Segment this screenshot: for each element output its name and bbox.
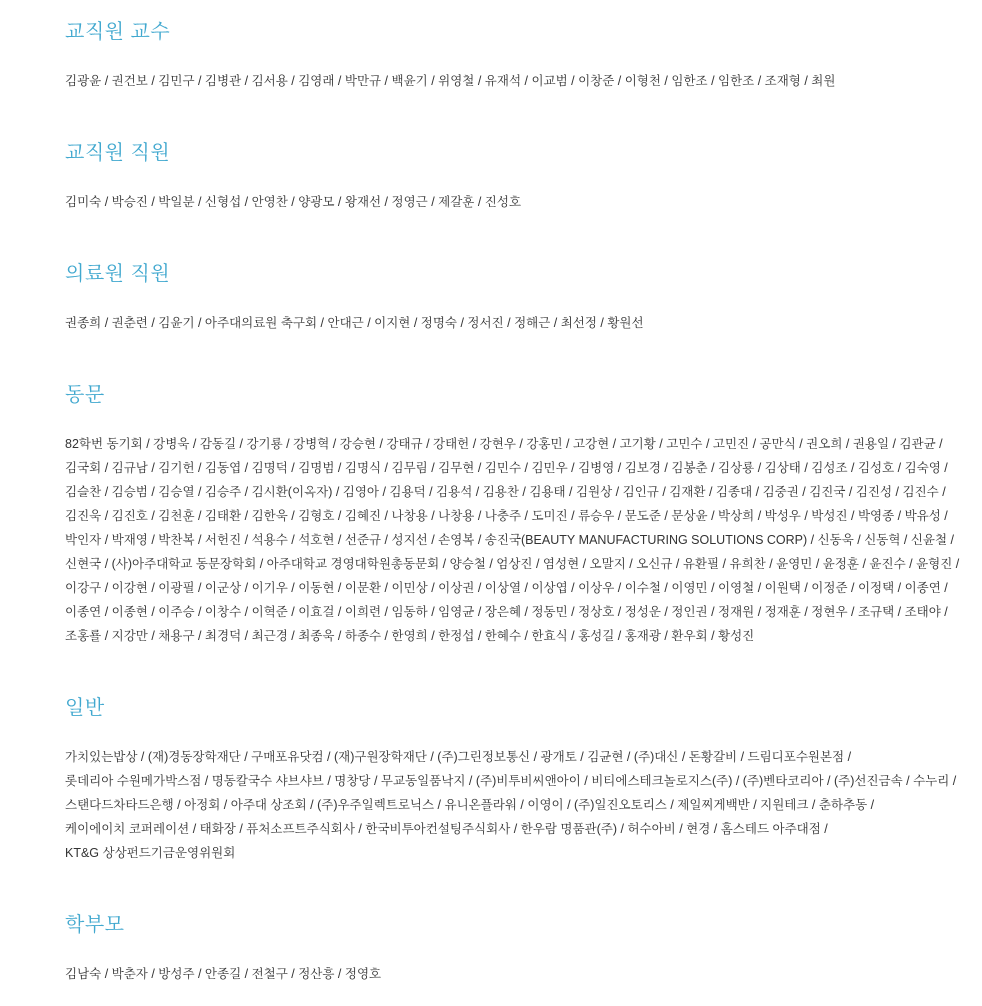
section-members: 김미숙 / 박승진 / 박일분 / 신형섭 / 안영찬 / 양광모 / 왕재선 / 정영근 / 제갈훈 / 진성호: [65, 195, 522, 209]
section-members: 김남숙 / 박춘자 / 방성주 / 안종길 / 전철구 / 정산흥 / 정영호: [65, 967, 382, 981]
section-medical-center-staff: [65, 262, 966, 335]
section-members: 김광윤 / 권건보 / 김민구 / 김병관 / 김서용 / 김영래 / 박만규 / 백윤기 / 위영철 / 유재석 / 이교범 / 이창준 / 이형천 / 임한조 / 임한조 / 조재형 / 최원: [65, 74, 836, 88]
section-faculty-staff: [65, 141, 966, 214]
section-members: 가치있는밥상 / (재)경동장학재단 / 구매포유닷컴 / (재)구원장학재단 / (주)그린정보통신 / 광개토 / 김균현 / (주)대신 / 돈황갈비 / 드림디포수원본점 / 롯데리아 수원메가박스점 / 명동칼국수 샤브샤브 / 명창당 / 무교동일품낙지 / (주)비투비씨앤아이 / 비티에스테크놀로지스(주) / (주)벤타코리아 / (주)선진금속 / 수누리 / 스탠다드차타드은행 / 아정회 / 아주대 상조회 / (주)우주일렉트로닉스 / 유니온플라워 / 이영이 / (주)일진오토리스 / 제일찌게백반 / 지원테크 / 춘하추동 / 케이에이치 코퍼레이션 / 태화장 / 퓨처소프트주식회사 / 한국비투아컨설팅주식회사 / 한우람 명품관(주) / 허수아비 / 현경 / 홈스테드 아주대점 / KT&G 상상펀드기금운영위원회: [65, 750, 957, 860]
section-faculty-professors: [65, 20, 966, 93]
section-title: 학부모: [65, 914, 125, 936]
section-title: 교직원 교수: [65, 21, 171, 43]
section-parents: [65, 913, 966, 986]
section-title: 동문: [65, 384, 105, 406]
section-members: 권종희 / 권춘련 / 김윤기 / 아주대의료원 축구회 / 안대근 / 이지현 / 정명숙 / 정서진 / 정해근 / 최선정 / 황원선: [65, 316, 644, 330]
section-members: 82학번 동기회 / 강병욱 / 감동길 / 강기룡 / 강병혁 / 강승현 / 강태규 / 강태헌 / 강현우 / 강홍민 / 고강현 / 고기황 / 고민수 / 고민진 / 공만식 / 권오희 / 권용일 / 김관균 / 김국회 / 김규남 / 김기헌 / 김동엽 / 김명덕 / 김명범 / 김명식 / 김무림 / 김무현 / 김민수 / 김민우 / 김병영 / 김보경 / 김봉춘 / 김상룡 / 김상태 / 김성조 / 김성호 / 김숙영 / 김슬찬 / 김승범 / 김승열 / 김승주 / 김시환(이옥자) / 김영아 / 김용덕 / 김용석 / 김용찬 / 김용태 / 김원상 / 김인규 / 김재환 / 김종대 / 김중권 / 김진국 / 김진성 / 김진수 / 김진욱 / 김진호 / 김천훈 / 김태환 / 김한욱 / 김형호 / 김혜진 / 나창용 / 나창용 / 나충주 / 도미진 / 류승우 / 문도준 / 문상윤 / 박상희 / 박성우 / 박성진 / 박영종 / 박유성 / 박인자 / 박재영 / 박찬복 / 서헌진 / 석용수 / 석호현 / 선준규 / 성지선 / 손영복 / 송진국(BEAUTY MANUFACTURING SOLUTIONS CORP) / 신동욱 / 신동혁 / 신윤철 / 신현국 / (사)아주대학교 동문장학회 / 아주대학교 경영대학원총동문회 / 양승철 / 엄상진 / 염성현 / 오말지 / 오신규 / 유환필 / 유희찬 / 윤영민 / 윤정훈 / 윤진수 / 윤형진 / 이강구 / 이강현 / 이광필 / 이군상 / 이기우 / 이동현 / 이문환 / 이민상 / 이상권 / 이상열 / 이상엽 / 이상우 / 이수철 / 이영민 / 이영철 / 이원택 / 이정준 / 이정택 / 이종연 / 이종연 / 이종현 / 이주승 / 이창수 / 이혁준 / 이효걸 / 이희련 / 임동하 / 임영균 / 장은혜 / 정동민 / 정상호 / 정성운 / 정인권 / 정재원 / 정재훈 / 정현우 / 조규택 / 조태야 / 조홍룔 / 지강만 / 채용구 / 최경덕 / 최근경 / 최종욱 / 하종수 / 한영희 / 한정섭 / 한혜수 / 한효식 / 홍성길 / 홍재광 / 환우회 / 황성진: [65, 437, 960, 643]
section-title: 교직원 직원: [65, 142, 171, 164]
section-title: 일반: [65, 697, 105, 719]
section-title: 의료원 직원: [65, 263, 171, 285]
section-general: [65, 696, 966, 865]
section-alumni: [65, 383, 966, 648]
